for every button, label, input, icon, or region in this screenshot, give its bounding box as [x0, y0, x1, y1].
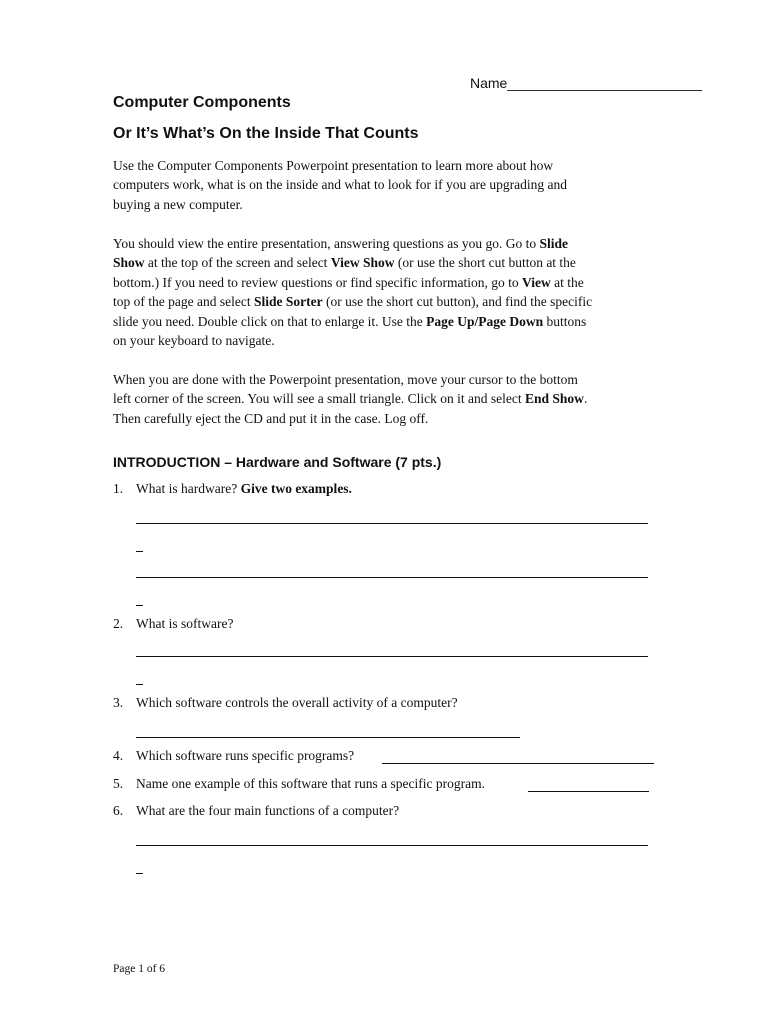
intro-paragraph	[113, 156, 673, 214]
question-4-text: Which software runs specific programs?	[136, 748, 355, 763]
slide-show-term: Show	[113, 255, 145, 271]
question-1-text: What is hardware? Give two examples.	[136, 481, 352, 496]
answer-line-continuation	[136, 605, 143, 606]
instructions-line: on your keyboard to navigate.	[113, 333, 275, 349]
instructions-line: bottom.) If you need to review questions or find specific information, go to View at the	[113, 274, 584, 290]
question-number: 3.	[113, 695, 124, 710]
name-label: Name	[470, 75, 508, 91]
answer-line[interactable]	[382, 763, 654, 764]
question-number: 4.	[113, 748, 124, 763]
answer-line-continuation	[136, 551, 143, 552]
question-number: 6.	[113, 803, 124, 818]
answer-line-continuation	[136, 873, 143, 874]
instructions-line: top of the page and select Slide Sorter (or use the short cut button), and find the specific	[113, 294, 593, 310]
closing-paragraph	[113, 370, 673, 428]
slide-show-term: Slide	[539, 236, 568, 251]
question-number: 1.	[113, 481, 124, 496]
closing-line: Then carefully eject the CD and put it in the case. Log off.	[113, 410, 429, 426]
page-up-down-term: Page Up/Page Down	[426, 313, 544, 329]
answer-line[interactable]	[136, 845, 648, 846]
instructions-line: slide you need. Double click on that to enlarge it. Use the Page Up/Page Down buttons	[113, 313, 587, 329]
view-show-term: View Show	[330, 255, 395, 271]
answer-line[interactable]	[136, 737, 520, 738]
view-term: View	[522, 274, 551, 290]
instructions-paragraph	[113, 234, 673, 350]
question-5-text: Name one example of this software that runs a specific program.	[136, 776, 486, 791]
question-2-text: What is software?	[136, 616, 234, 631]
slide-sorter-term: Slide Sorter	[253, 294, 323, 310]
page-subtitle: Or It’s What’s On the Inside That Counts	[113, 125, 419, 142]
page-title: Computer Components	[113, 94, 291, 111]
answer-line[interactable]	[136, 523, 648, 524]
question-number: 2.	[113, 616, 124, 631]
page-footer: Page 1 of 6	[113, 963, 166, 975]
instructions-line: You should view the entire presentation, answering questions as you go. Go to Slide	[113, 236, 568, 251]
section-heading: INTRODUCTION – Hardware and Software (7 pts.)	[113, 454, 442, 470]
instructions-line: Show at the top of the screen and select View Show (or use the short cut button at the	[113, 255, 576, 271]
name-blank[interactable]: _________________________	[507, 75, 703, 91]
name-field[interactable]	[470, 75, 702, 91]
question-1-emphasis: Give two examples.	[240, 481, 352, 496]
closing-line: When you are done with the Powerpoint presentation, move your cursor to the bottom	[113, 372, 578, 387]
answer-line-continuation	[136, 684, 143, 685]
question-number: 5.	[113, 776, 124, 791]
question-3-text: Which software controls the overall activity of a computer?	[136, 695, 458, 710]
answer-line[interactable]	[136, 656, 648, 657]
end-show-term: End Show	[525, 391, 584, 407]
intro-line: Use the Computer Components Powerpoint presentation to learn more about how	[113, 158, 554, 173]
answer-line[interactable]	[136, 577, 648, 578]
closing-line: left corner of the screen. You will see a small triangle. Click on it and select End Show.	[113, 391, 588, 407]
intro-line: buying a new computer.	[113, 196, 243, 212]
question-6-text: What are the four main functions of a computer?	[136, 803, 400, 818]
intro-line: computers work, what is on the inside and what to look for if you are upgrading and	[113, 177, 568, 193]
answer-line[interactable]	[528, 791, 649, 792]
